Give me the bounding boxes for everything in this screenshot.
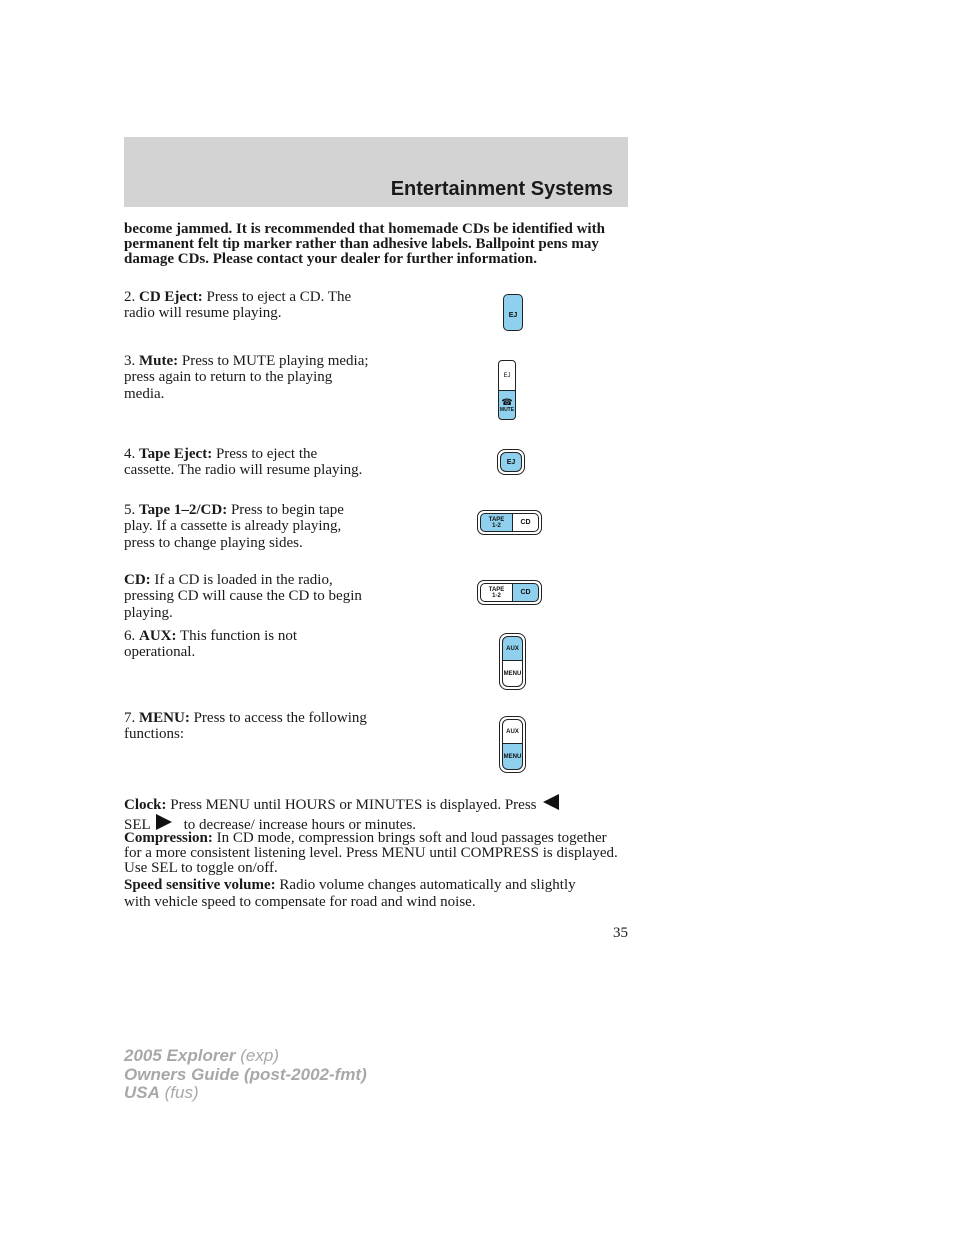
item-number: 3. [124, 353, 136, 369]
document-footer: 2005 Explorer (exp) Owners Guide (post-2002-fmt) USA (fus) [124, 1046, 367, 1102]
item-term: MENU: [139, 710, 190, 726]
item-term: Tape 1–2/CD: [139, 502, 228, 518]
phone-icon: ☎ [501, 396, 513, 407]
page-number: 35 [613, 925, 628, 941]
item-text: Press to eject a CD. The radio will resume playing. [124, 289, 352, 322]
item-text: Press to begin tape play. If a cassette is already playing, press to change playing sides. [124, 502, 344, 551]
item-text: Press to access the following functions: [124, 710, 367, 743]
speed-volume-paragraph: Speed sensitive volume: Radio volume changes automatically and slightly with vehicle speed to compensate for road and wind noise. [124, 877, 576, 910]
item-number: 4. [124, 446, 136, 462]
clock-term: Clock: [124, 797, 167, 813]
mute-button-icon: EJ ☎ MUTE [498, 360, 516, 420]
right-arrow-icon [156, 814, 172, 830]
intro-paragraph: become jammed. It is recommended that homemade CDs be identified with permanent felt tip marker rather than adhesive labels. Ballpoint pens may damage CDs. Please contact your dealer for further information. [124, 221, 605, 267]
item-term: AUX: [139, 628, 177, 644]
section-title: Entertainment Systems [390, 178, 613, 200]
item-cd-eject [124, 289, 369, 322]
aux-menu-button-icon-menu-highlighted: AUX MENU [499, 716, 526, 773]
item-mute [124, 353, 369, 402]
item-text: This function is not operational. [124, 628, 298, 661]
item-tape-cd [124, 502, 369, 551]
speed-volume-term: Speed sensitive volume: [124, 877, 276, 893]
item-term: CD Eject: [139, 289, 203, 305]
item-number: 6. [124, 628, 136, 644]
item-aux [124, 628, 369, 661]
aux-menu-button-icon-aux-highlighted: AUX MENU [499, 633, 526, 690]
compression-term: Compression: [124, 830, 213, 846]
item-text: If a CD is loaded in the radio, pressing CD will cause the CD to begin playing. [124, 572, 362, 621]
item-menu [124, 710, 369, 743]
item-term: CD: [124, 572, 151, 588]
item-number: 2. [124, 289, 136, 305]
item-text: Press to eject the cassette. The radio will resume playing. [124, 446, 363, 479]
item-term: Mute: [139, 353, 179, 369]
item-text: Press to MUTE playing media; press again to return to the playing media. [124, 353, 369, 402]
item-number: 7. [124, 710, 136, 726]
item-number: 5. [124, 502, 136, 518]
section-header [124, 137, 628, 207]
clock-paragraph: Clock: Press MENU until HOURS or MINUTES is displayed. Press SEL to decrease/ increase hours or minutes. [124, 794, 624, 834]
tape-cd-button-icon-cd-highlighted: TAPE 1-2 CD [477, 580, 542, 605]
tape-eject-button-icon: EJ [497, 449, 525, 475]
left-arrow-icon [543, 794, 559, 810]
item-tape-eject [124, 446, 369, 479]
compression-paragraph: Compression: In CD mode, compression brings soft and loud passages together for a more consistent listening level. Press MENU until COMPRESS is displayed. Use SEL to toggle on/off. [124, 830, 618, 876]
tape-cd-button-icon-tape-highlighted: TAPE 1-2 CD [477, 510, 542, 535]
cd-eject-button-icon: EJ [503, 294, 523, 331]
item-cd [124, 572, 369, 621]
item-term: Tape Eject: [139, 446, 213, 462]
